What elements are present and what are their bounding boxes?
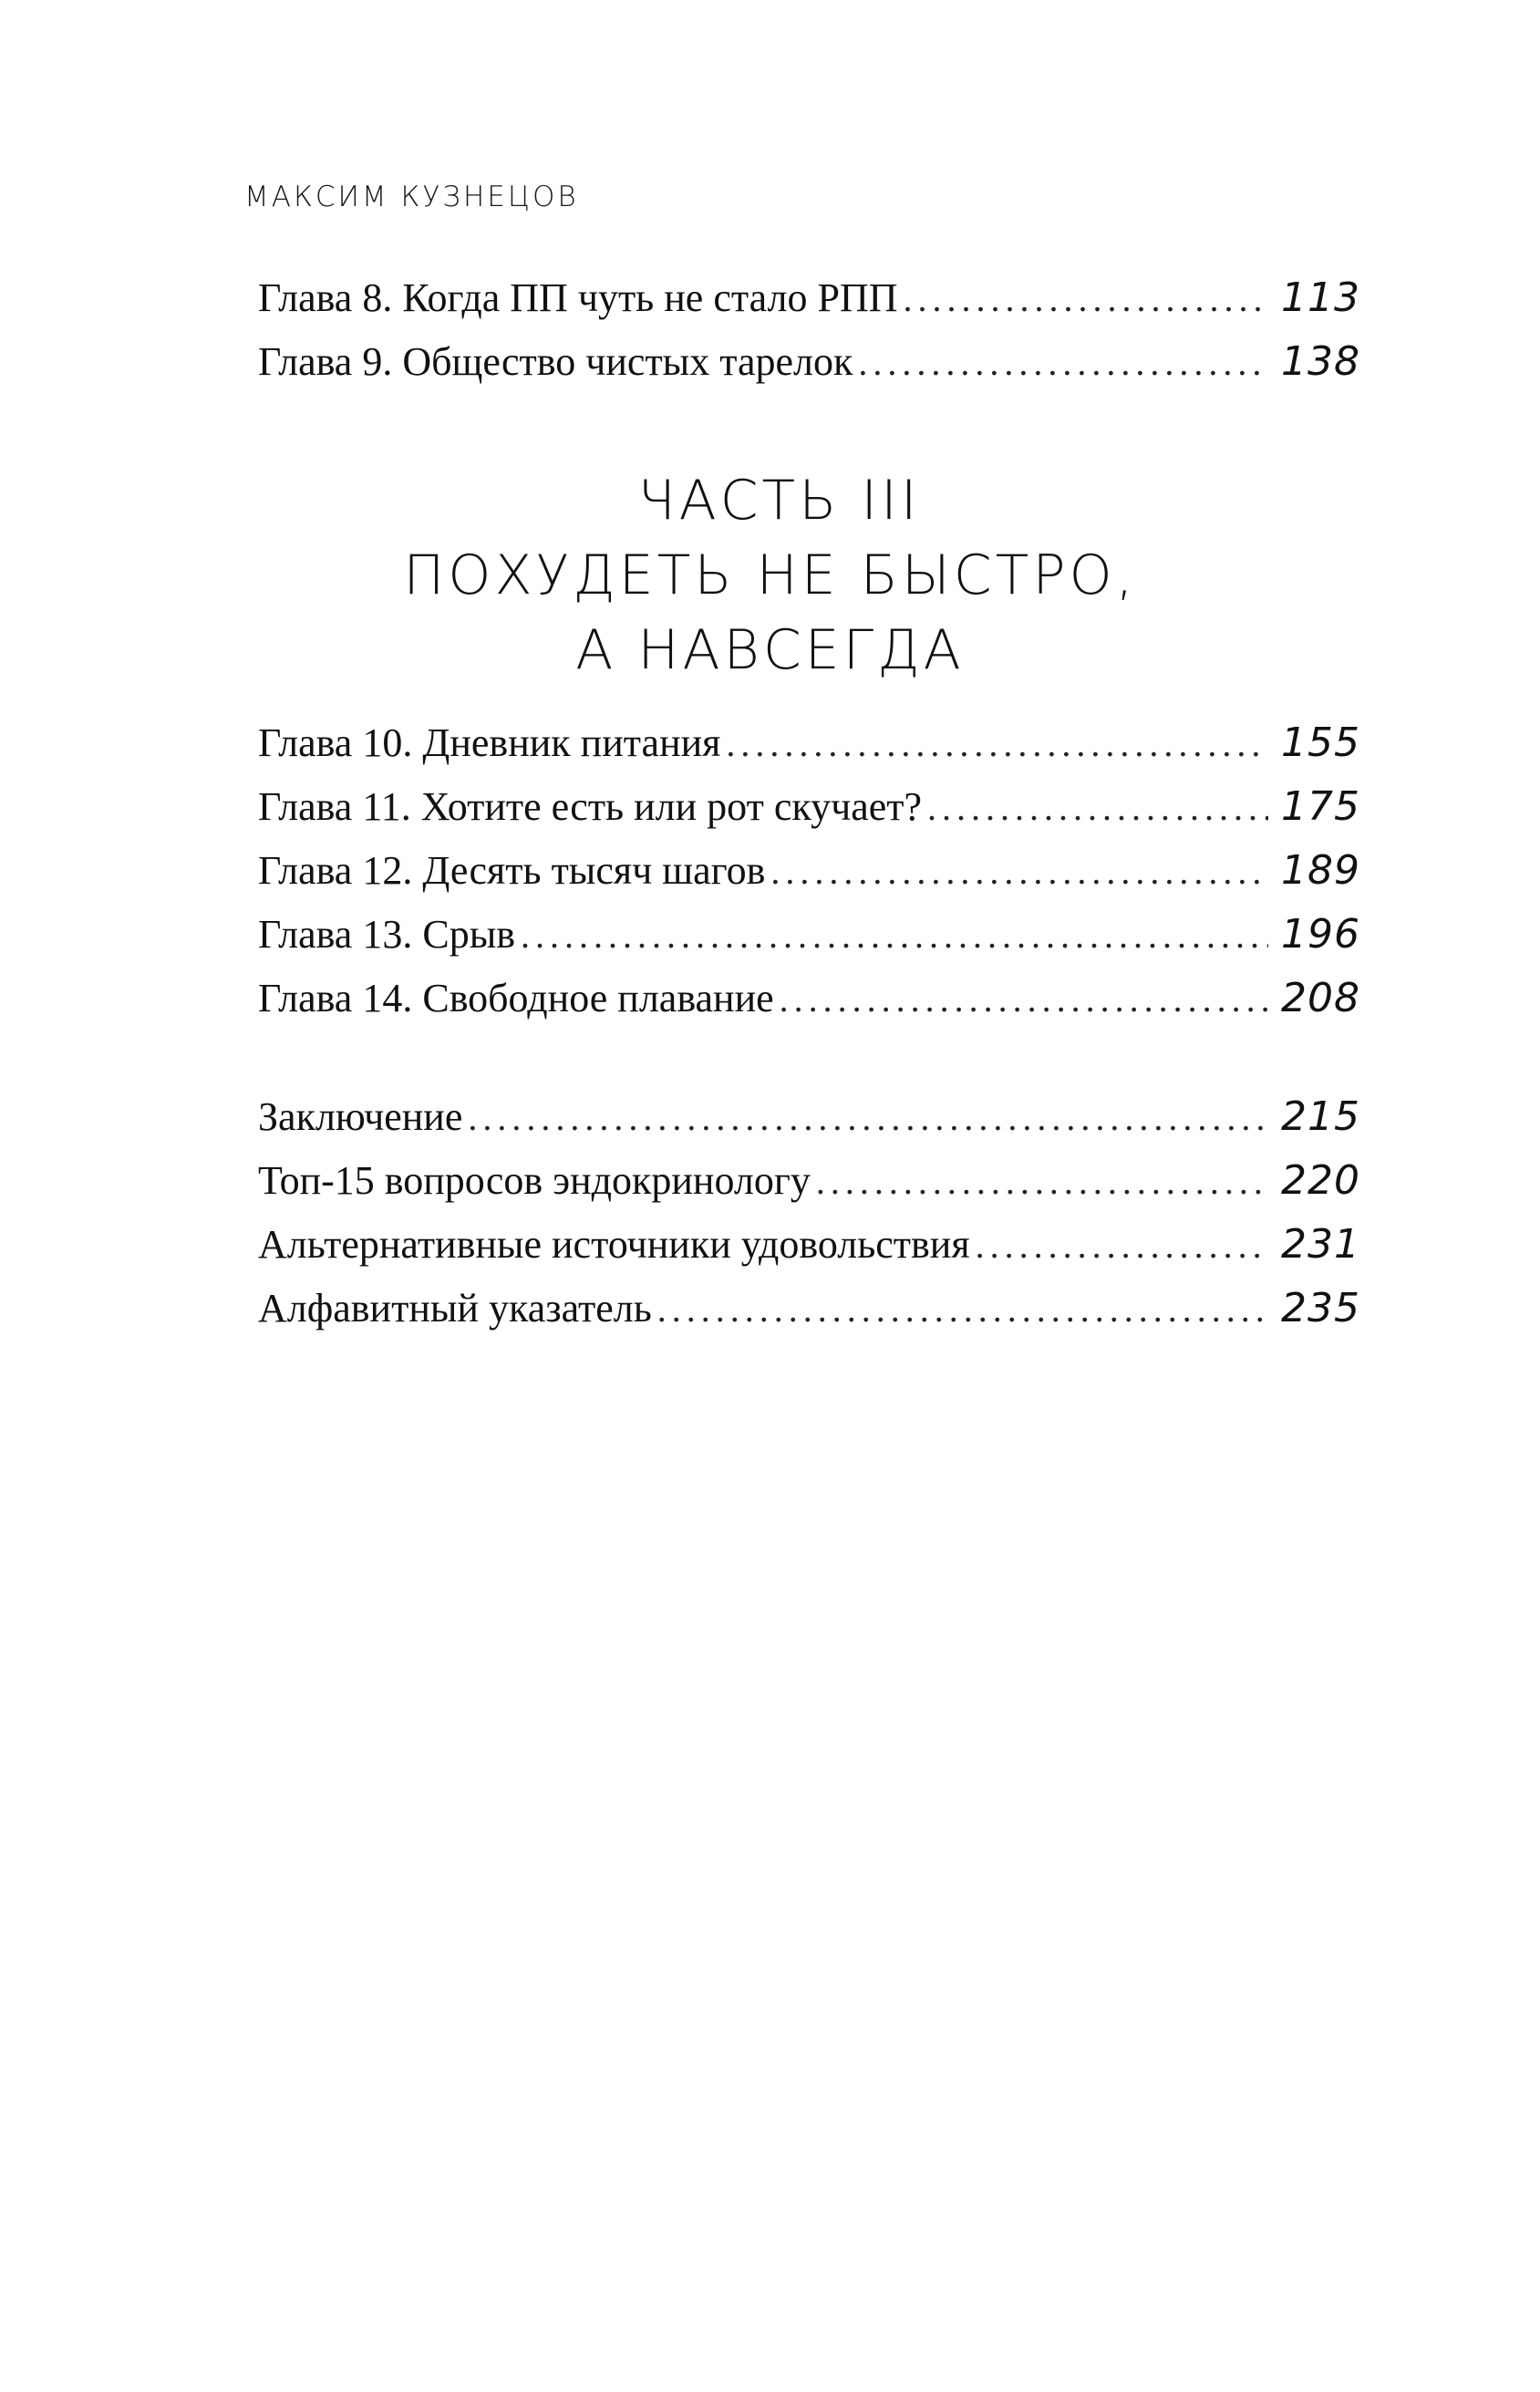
toc-entry-title: Глава 11. Хотите есть или рот скучает? <box>258 784 923 829</box>
toc-entry-page: 189 <box>1281 847 1360 894</box>
toc-list-part-3 <box>258 711 1360 1030</box>
toc-entry-page: 196 <box>1281 911 1360 958</box>
toc-entry-page: 231 <box>1281 1221 1360 1268</box>
toc-entry[interactable] <box>258 1277 1360 1341</box>
toc-list-part-2-end <box>258 266 1360 394</box>
dot-leader <box>521 904 1268 968</box>
toc-entry[interactable] <box>258 839 1360 903</box>
toc-entry-title: Топ-15 вопросов эндокринологу <box>258 1158 811 1203</box>
toc-entry-title: Глава 13. Срыв <box>258 912 516 957</box>
toc-entry-page: 208 <box>1281 975 1360 1021</box>
toc-entry-title: Глава 9. Общество чистых тарелок <box>258 339 853 384</box>
dot-leader <box>927 776 1268 840</box>
dot-leader <box>657 1278 1268 1341</box>
toc-list-back-matter <box>258 1085 1360 1341</box>
dot-leader <box>858 331 1268 395</box>
toc-entry-title: Глава 12. Десять тысяч шагов <box>258 848 766 893</box>
part-title-line-2: А НАВСЕГДА <box>575 618 965 682</box>
dot-leader <box>904 267 1269 331</box>
toc-entry-page: 220 <box>1281 1157 1360 1204</box>
toc-entry-title: Алфавитный указатель <box>258 1286 652 1331</box>
dot-leader <box>816 1150 1268 1214</box>
part-heading <box>0 463 1540 688</box>
toc-entry[interactable] <box>258 775 1360 839</box>
toc-entry-title: Глава 14. Свободное плавание <box>258 976 774 1020</box>
toc-entry-title: Глава 10. Дневник питания <box>258 720 721 765</box>
part-title-line-1: ПОХУДЕТЬ НЕ БЫСТРО, <box>403 544 1137 607</box>
toc-entry[interactable] <box>258 711 1360 775</box>
dot-leader <box>976 1214 1268 1278</box>
toc-entry-page: 113 <box>1281 274 1360 321</box>
toc-entry[interactable] <box>258 266 1360 330</box>
toc-entry[interactable] <box>258 1213 1360 1277</box>
toc-entry-page: 215 <box>1281 1093 1360 1140</box>
toc-entry-title: Глава 8. Когда ПП чуть не стало РПП <box>258 275 898 320</box>
part-label: ЧАСТЬ III <box>637 469 921 533</box>
toc-entry-page: 175 <box>1281 783 1360 830</box>
running-head-author: МАКСИМ КУЗНЕЦОВ <box>244 181 579 213</box>
toc-entry[interactable] <box>258 967 1360 1030</box>
dot-leader <box>468 1086 1268 1150</box>
toc-entry[interactable] <box>258 1085 1360 1149</box>
toc-entry-title: Заключение <box>258 1094 463 1139</box>
toc-entry[interactable] <box>258 330 1360 394</box>
toc-entry-page: 138 <box>1281 338 1360 385</box>
dot-leader <box>726 712 1268 776</box>
toc-entry[interactable] <box>258 1149 1360 1213</box>
toc-entry[interactable] <box>258 903 1360 967</box>
toc-entry-page: 235 <box>1281 1285 1360 1331</box>
dot-leader <box>770 840 1268 904</box>
toc-entry-title: Альтернативные источники удовольствия <box>258 1222 970 1267</box>
toc-entry-page: 155 <box>1281 720 1360 766</box>
dot-leader <box>780 968 1268 1031</box>
